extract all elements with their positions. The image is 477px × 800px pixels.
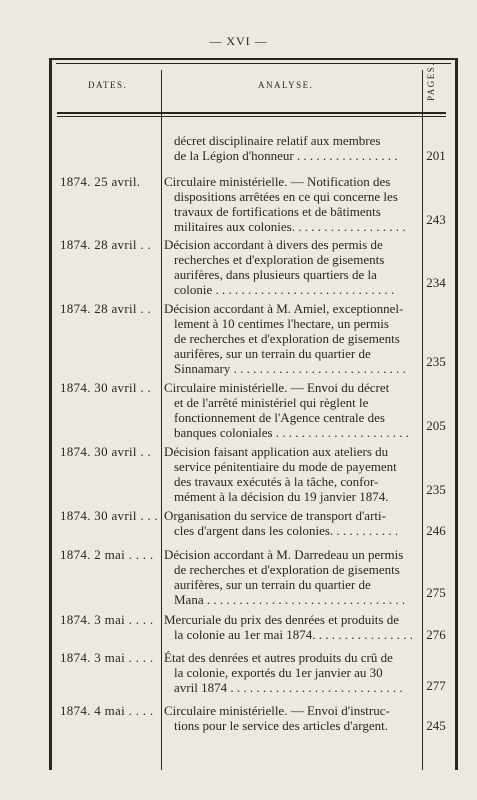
analyse-line: Sinnamary . . . . . . . . . . . . . . . . . . . . . . . . . . . (174, 361, 406, 376)
analyse-line: de recherches et d'exploration de gisements (174, 331, 400, 346)
column-divider-dates (161, 70, 162, 770)
entry-page: 205 (426, 418, 446, 433)
entry-page: 276 (426, 627, 446, 642)
analyse-line: Organisation du service de transport d'arti- (164, 508, 386, 523)
analyse-line: tions pour le service des articles d'argent. (174, 718, 389, 733)
column-header-pages: PAGES. (426, 62, 436, 101)
entry-page: 235 (426, 482, 446, 497)
entry-date: 1874. 30 avril . . (60, 380, 151, 395)
entry-page: 234 (426, 275, 446, 290)
entry-analyse (164, 612, 418, 642)
analyse-line: la colonie, exportés du 1er janvier au 30 (174, 665, 383, 680)
header-rule (57, 116, 446, 117)
analyse-line: avril 1874 . . . . . . . . . . . . . . . . . . . . . . . . . . . (174, 680, 403, 695)
header-rule (57, 112, 446, 114)
column-header-dates: DATES. (88, 80, 128, 90)
analyse-line: cles d'argent dans les colonies. . . . . . . . . . . (174, 523, 399, 538)
entry-date: 1874. 4 mai . . . . (60, 703, 154, 718)
entry-date: 1874. 28 avril . . (60, 301, 151, 316)
entry-date: 1874. 30 avril . . (60, 444, 151, 459)
analyse-line: de la Légion d'honneur . . . . . . . . . . . . . . . . (174, 148, 398, 163)
analyse-line: Décision accordant à divers des permis de (164, 237, 383, 252)
entry-date: 1874. 28 avril . . (60, 237, 151, 252)
analyse-line: Mana . . . . . . . . . . . . . . . . . . . . . . . . . . . . . . . (174, 592, 406, 607)
analyse-line: aurifères, dans plusieurs quartiers de la (174, 267, 377, 282)
analyse-line: aurifères, sur un terrain du quartier de (174, 577, 371, 592)
analyse-line: travaux de fortifications et de bâtiments (174, 204, 381, 219)
analyse-line: lement à 10 centimes l'hectare, un permis (174, 316, 389, 331)
entry-page: 235 (426, 354, 446, 369)
entry-analyse (164, 133, 418, 163)
analyse-line: aurifères, sur un terrain du quartier de (174, 346, 371, 361)
entry-analyse (164, 301, 418, 376)
analyse-line: de recherches et d'exploration de gisements (174, 562, 400, 577)
page-number-header: — XVI — (209, 34, 268, 48)
entry-analyse (164, 380, 418, 440)
analyse-line: colonie . . . . . . . . . . . . . . . . . . . . . . . . . . . . (174, 282, 395, 297)
analyse-line: Décision faisant application aux ateliers du (164, 444, 389, 459)
analyse-line: État des denrées et autres produits du crû de (164, 650, 393, 665)
analyse-line: Mercuriale du prix des denrées et produits de (164, 612, 400, 627)
analyse-line: fonctionnement de l'Agence centrale des (174, 410, 385, 425)
entry-analyse (164, 237, 418, 297)
entry-analyse (164, 703, 418, 733)
analyse-line: recherches et d'exploration de gisements (174, 252, 385, 267)
analyse-line: Circulaire ministérielle. — Envoi du décret (164, 380, 390, 395)
entry-page: 245 (426, 718, 446, 733)
analyse-line: Décision accordant à M. Amiel, exceptionnel- (164, 301, 404, 316)
entry-analyse (164, 650, 418, 695)
entry-analyse (164, 508, 418, 538)
analyse-line: dispositions arrêtées en ce qui concerne les (174, 189, 398, 204)
entry-page: 243 (426, 212, 446, 227)
column-header-analyse: ANALYSE. (258, 80, 314, 90)
entry-page: 277 (426, 678, 446, 693)
entry-page: 275 (426, 585, 446, 600)
entry-analyse (164, 174, 418, 234)
entry-page: 246 (426, 523, 446, 538)
entry-date: 1874. 2 mai . . . . (60, 547, 154, 562)
analyse-line: Circulaire ministérielle. — Notification des (164, 174, 391, 189)
entry-analyse (164, 547, 418, 607)
analyse-line: des travaux exécutés à la tâche, confor- (174, 474, 379, 489)
analyse-line: et de l'arrêté ministériel qui règlent le (174, 395, 369, 410)
analyse-line: Décision accordant à M. Darredeau un permis (164, 547, 404, 562)
entry-date: 1874. 30 avril . . . (60, 508, 159, 523)
analyse-line: service pénitentiaire du mode de payement (174, 459, 397, 474)
entry-page: 201 (426, 148, 446, 163)
analyse-line: mément à la décision du 19 janvier 1874. (174, 489, 389, 504)
entry-date: 1874. 3 mai . . . . (60, 650, 154, 665)
analyse-line: Circulaire ministérielle. — Envoi d'instruc- (164, 703, 390, 718)
analyse-line: militaires aux colonies. . . . . . . . . . . . . . . . . . (174, 219, 406, 234)
analyse-line: la colonie au 1er mai 1874. . . . . . . . . . . . . . . . (174, 627, 414, 642)
analyse-line: banques coloniales . . . . . . . . . . . . . . . . . . . . . (174, 425, 410, 440)
entry-analyse (164, 444, 418, 504)
analyse-line: décret disciplinaire relatif aux membres (174, 133, 381, 148)
entry-date: 1874. 3 mai . . . . (60, 612, 154, 627)
entry-date: 1874. 25 avril. (60, 174, 141, 189)
